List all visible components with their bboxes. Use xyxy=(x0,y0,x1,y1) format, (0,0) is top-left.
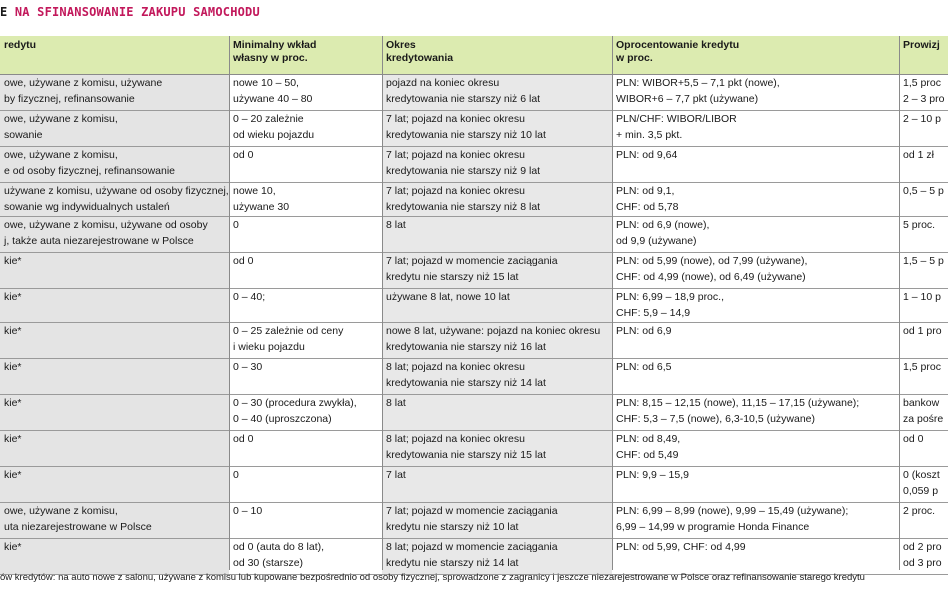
cell-line: kie* xyxy=(4,433,22,445)
table-header xyxy=(0,36,948,75)
table-row xyxy=(0,359,948,395)
table-row xyxy=(0,217,948,253)
page-title xyxy=(0,5,260,19)
cell-commission xyxy=(899,289,948,323)
cell-line: PLN: 9,9 – 15,9 xyxy=(616,469,689,481)
cell-line: owe, używane z komisu, xyxy=(4,149,118,161)
cell-min-down-payment xyxy=(229,395,382,431)
cell-line: kredytu nie starszy niż 15 lat xyxy=(386,271,519,283)
cell-line: od 0 xyxy=(233,255,254,267)
cell-min-down-payment xyxy=(229,75,382,111)
cell-loan-period xyxy=(382,217,612,253)
cell-line: 7 lat; pojazd w momencie zaciągania xyxy=(386,505,558,517)
table-row xyxy=(0,289,948,323)
cell-min-down-payment xyxy=(229,431,382,467)
cell-line: j, także auta niezarejestrowane w Polsce xyxy=(4,235,194,247)
cell-line: bankow xyxy=(903,397,940,409)
cell-line: 0 (koszt xyxy=(903,469,940,481)
cell-interest-rate xyxy=(612,147,899,183)
cell-loan-type xyxy=(0,147,229,183)
cell-commission xyxy=(899,253,948,289)
cell-interest-rate xyxy=(612,539,899,575)
cell-interest-rate xyxy=(612,183,899,217)
cell-commission xyxy=(899,217,948,253)
cell-line: 0 xyxy=(233,469,239,481)
cell-interest-rate xyxy=(612,253,899,289)
header-line: redytu xyxy=(4,39,37,51)
column-header-interest-rate xyxy=(612,36,899,75)
cell-loan-period xyxy=(382,75,612,111)
cell-loan-type xyxy=(0,395,229,431)
table-row xyxy=(0,323,948,359)
title-prefix: E xyxy=(0,5,8,19)
cell-line: PLN: od 8,49, xyxy=(616,433,681,445)
cell-loan-type xyxy=(0,431,229,467)
cell-loan-type xyxy=(0,359,229,395)
cell-loan-period xyxy=(382,467,612,503)
cell-line: 7 lat; pojazd na koniec okresu xyxy=(386,149,525,161)
cell-loan-type xyxy=(0,217,229,253)
cell-line: pojazd na koniec okresu xyxy=(386,77,500,89)
cell-loan-period xyxy=(382,147,612,183)
cell-line: owe, używane z komisu, używane od osoby xyxy=(4,219,208,231)
cell-min-down-payment xyxy=(229,539,382,575)
footnote: ów kredytów: na auto nowe z salonu, używane z komisu lub kupowane bezpośrednio od osoby fizycznej, sprowadzone z zagranicy i jeszcze niezarejestrowane w Polsce oraz refinansowanie starego kredytu xyxy=(0,572,865,583)
cell-loan-period xyxy=(382,111,612,147)
table-body xyxy=(0,75,948,575)
cell-line: 8 lat; pojazd na koniec okresu xyxy=(386,361,525,373)
column-header-commission xyxy=(899,36,948,75)
table-row xyxy=(0,75,948,111)
cell-line: kredytowania nie starszy niż 10 lat xyxy=(386,129,546,141)
cell-commission xyxy=(899,183,948,217)
cell-line: od 2 pro xyxy=(903,541,942,553)
cell-line: od 30 (starsze) xyxy=(233,557,304,569)
header-line: Oprocentowanie kredytu xyxy=(616,39,740,51)
cell-min-down-payment xyxy=(229,253,382,289)
cell-line: 2 – 3 pro xyxy=(903,93,945,105)
cell-interest-rate xyxy=(612,359,899,395)
cell-line: za pośre xyxy=(903,413,944,425)
cell-loan-type xyxy=(0,75,229,111)
cell-line: PLN: od 6,9 (nowe), xyxy=(616,219,710,231)
cell-loan-type xyxy=(0,503,229,539)
cell-line: kie* xyxy=(4,291,22,303)
cell-line: od 0 xyxy=(233,433,254,445)
cell-commission xyxy=(899,467,948,503)
cell-commission xyxy=(899,395,948,431)
table-row xyxy=(0,395,948,431)
table-row xyxy=(0,147,948,183)
cell-loan-period xyxy=(382,539,612,575)
cell-line: owe, używane z komisu, xyxy=(4,505,118,517)
cell-min-down-payment xyxy=(229,183,382,217)
cell-line: kredytowania nie starszy niż 16 lat xyxy=(386,341,546,353)
cell-line: 0,5 – 5 p xyxy=(903,185,944,197)
cell-line: od 1 pro xyxy=(903,325,942,337)
cell-line: kie* xyxy=(4,397,22,409)
cell-line: sowanie wg indywidualnych ustaleń xyxy=(4,201,170,213)
cell-line: 0 – 20 zależnie xyxy=(233,113,304,125)
cell-line: 0 – 40 (uproszczona) xyxy=(233,413,332,425)
cell-line: 7 lat; pojazd w momencie zaciągania xyxy=(386,255,558,267)
cell-min-down-payment xyxy=(229,503,382,539)
table-row xyxy=(0,111,948,147)
cell-interest-rate xyxy=(612,395,899,431)
cell-loan-type xyxy=(0,111,229,147)
header-line: Minimalny wkład xyxy=(233,39,317,51)
table-row xyxy=(0,253,948,289)
cell-min-down-payment xyxy=(229,359,382,395)
cell-line: kie* xyxy=(4,255,22,267)
cell-line: CHF: od 4,99 (nowe), od 6,49 (używane) xyxy=(616,271,806,283)
cell-line: kredytowania nie starszy niż 14 lat xyxy=(386,377,546,389)
column-header-loan-period xyxy=(382,36,612,75)
table-row xyxy=(0,539,948,575)
loan-table xyxy=(0,36,948,575)
cell-line: PLN: WIBOR+5,5 – 7,1 pkt (nowe), xyxy=(616,77,780,89)
cell-interest-rate xyxy=(612,111,899,147)
cell-line: PLN: od 9,1, xyxy=(616,185,675,197)
cell-commission xyxy=(899,431,948,467)
cell-line: kredytowania nie starszy niż 6 lat xyxy=(386,93,541,105)
cell-line: 0 – 25 zależnie od ceny xyxy=(233,325,344,337)
cell-line: 5 proc. xyxy=(903,219,936,231)
cell-loan-period xyxy=(382,431,612,467)
cell-line: kie* xyxy=(4,361,22,373)
cell-line: kredytowania nie starszy niż 8 lat xyxy=(386,201,541,213)
cell-line: uta niezarejestrowane w Polsce xyxy=(4,521,152,533)
cell-line: 6,99 – 14,99 w programie Honda Finance xyxy=(616,521,810,533)
cell-line: 7 lat; pojazd na koniec okresu xyxy=(386,113,525,125)
cell-interest-rate xyxy=(612,467,899,503)
header-line: Okres xyxy=(386,39,416,51)
cell-commission xyxy=(899,539,948,575)
cell-line: używane z komisu, używane od osoby fizycznej, xyxy=(4,185,229,197)
cell-line: 8 lat xyxy=(386,219,406,231)
cell-line: PLN: 6,99 – 8,99 (nowe), 9,99 – 15,49 (używane); xyxy=(616,505,849,517)
cell-line: 8 lat; pojazd na koniec okresu xyxy=(386,433,525,445)
cell-interest-rate xyxy=(612,217,899,253)
cell-line: PLN: od 6,5 xyxy=(616,361,672,373)
table-row xyxy=(0,503,948,539)
cell-commission xyxy=(899,323,948,359)
cell-loan-type xyxy=(0,253,229,289)
cell-line: PLN: od 5,99, CHF: od 4,99 xyxy=(616,541,746,553)
header-line: własny w proc. xyxy=(233,52,308,64)
cell-line: 0 – 10 xyxy=(233,505,263,517)
cell-line: 7 lat; pojazd na koniec okresu xyxy=(386,185,525,197)
cell-line: by fizycznej, refinansowanie xyxy=(4,93,135,105)
cell-commission xyxy=(899,111,948,147)
table-row xyxy=(0,431,948,467)
cell-line: od 0 xyxy=(903,433,924,445)
cell-line: 0,059 p xyxy=(903,485,939,497)
cell-line: od 9,9 (używane) xyxy=(616,235,697,247)
cell-line: i wieku pojazdu xyxy=(233,341,305,353)
cell-loan-period xyxy=(382,359,612,395)
cell-loan-period xyxy=(382,289,612,323)
cell-line: owe, używane z komisu, używane xyxy=(4,77,163,89)
cell-line: od 0 xyxy=(233,149,254,161)
table-row xyxy=(0,467,948,503)
cell-loan-type xyxy=(0,467,229,503)
cell-line: 2 – 10 p xyxy=(903,113,941,125)
cell-line: CHF: od 5,78 xyxy=(616,201,679,213)
cell-line: nowe 10 – 50, xyxy=(233,77,299,89)
cell-line: 2 proc. xyxy=(903,505,936,517)
table-row xyxy=(0,183,948,217)
cell-line: CHF: od 5,49 xyxy=(616,449,679,461)
header-line: w proc. xyxy=(616,52,653,64)
cell-line: CHF: 5,3 – 7,5 (nowe), 6,3-10,5 (używane) xyxy=(616,413,816,425)
cell-line: PLN/CHF: WIBOR/LIBOR xyxy=(616,113,737,125)
cell-line: CHF: 5,9 – 14,9 xyxy=(616,307,691,319)
cell-line: 0 – 40; xyxy=(233,291,266,303)
cell-interest-rate xyxy=(612,323,899,359)
cell-interest-rate xyxy=(612,503,899,539)
cell-line: PLN: 8,15 – 12,15 (nowe), 11,15 – 17,15 (używane); xyxy=(616,397,860,409)
cell-min-down-payment xyxy=(229,217,382,253)
cell-interest-rate xyxy=(612,75,899,111)
cell-line: 0 – 30 xyxy=(233,361,263,373)
cell-loan-period xyxy=(382,323,612,359)
cell-line: od wieku pojazdu xyxy=(233,129,315,141)
column-header-loan-type xyxy=(0,36,229,75)
cell-commission xyxy=(899,147,948,183)
cell-line: kredytowania nie starszy niż 15 lat xyxy=(386,449,546,461)
cell-line: używane 30 xyxy=(233,201,290,213)
cell-line: sowanie xyxy=(4,129,43,141)
cell-line: 1 – 10 p xyxy=(903,291,941,303)
cell-line: 0 xyxy=(233,219,239,231)
cell-loan-type xyxy=(0,289,229,323)
cell-line: PLN: od 5,99 (nowe), od 7,99 (używane), xyxy=(616,255,808,267)
cell-loan-period xyxy=(382,253,612,289)
cell-line: kie* xyxy=(4,325,22,337)
cell-min-down-payment xyxy=(229,467,382,503)
cell-line: + min. 3,5 pkt. xyxy=(616,129,683,141)
cell-min-down-payment xyxy=(229,147,382,183)
cell-line: 8 lat xyxy=(386,397,406,409)
cell-line: od 0 (auta do 8 lat), xyxy=(233,541,325,553)
cell-line: PLN: od 6,9 xyxy=(616,325,672,337)
cell-line: 1,5 proc xyxy=(903,361,941,373)
cell-min-down-payment xyxy=(229,111,382,147)
cell-line: od 1 zł xyxy=(903,149,934,161)
header-line: kredytowania xyxy=(386,52,454,64)
cell-interest-rate xyxy=(612,289,899,323)
cell-line: używane 40 – 80 xyxy=(233,93,313,105)
cell-commission xyxy=(899,359,948,395)
cell-line: 7 lat xyxy=(386,469,406,481)
cell-line: e od osoby fizycznej, refinansowanie xyxy=(4,165,176,177)
cell-line: 0 – 30 (procedura zwykła), xyxy=(233,397,357,409)
cell-line: nowe 8 lat, używane: pojazd na koniec okresu xyxy=(386,325,601,337)
cell-line: kie* xyxy=(4,541,22,553)
cell-line: od 3 pro xyxy=(903,557,942,569)
cell-line: PLN: od 9,64 xyxy=(616,149,678,161)
cell-commission xyxy=(899,75,948,111)
cell-loan-period xyxy=(382,503,612,539)
cell-loan-type xyxy=(0,539,229,575)
cell-loan-type xyxy=(0,183,229,217)
cell-line: owe, używane z komisu, xyxy=(4,113,118,125)
header-line: Prowizj xyxy=(903,39,940,51)
cell-loan-period xyxy=(382,395,612,431)
cell-line: 8 lat; pojazd w momencie zaciągania xyxy=(386,541,558,553)
cell-line: PLN: 6,99 – 18,9 proc., xyxy=(616,291,724,303)
cell-line: kredytu nie starszy niż 10 lat xyxy=(386,521,519,533)
cell-loan-period xyxy=(382,183,612,217)
cell-min-down-payment xyxy=(229,289,382,323)
cell-line: kredytowania nie starszy niż 9 lat xyxy=(386,165,541,177)
column-header-min-down-payment xyxy=(229,36,382,75)
cell-line: nowe 10, xyxy=(233,185,276,197)
cell-line: WIBOR+6 – 7,7 pkt (używane) xyxy=(616,93,759,105)
cell-min-down-payment xyxy=(229,323,382,359)
cell-line: kie* xyxy=(4,469,22,481)
cell-line: 1,5 – 5 p xyxy=(903,255,944,267)
cell-commission xyxy=(899,503,948,539)
cell-line: 1,5 proc xyxy=(903,77,941,89)
cell-loan-type xyxy=(0,323,229,359)
cell-line: kredytu nie starszy niż 14 lat xyxy=(386,557,519,569)
cell-line: używane 8 lat, nowe 10 lat xyxy=(386,291,510,303)
title-text: NA SFINANSOWANIE ZAKUPU SAMOCHODU xyxy=(14,5,260,19)
cell-interest-rate xyxy=(612,431,899,467)
